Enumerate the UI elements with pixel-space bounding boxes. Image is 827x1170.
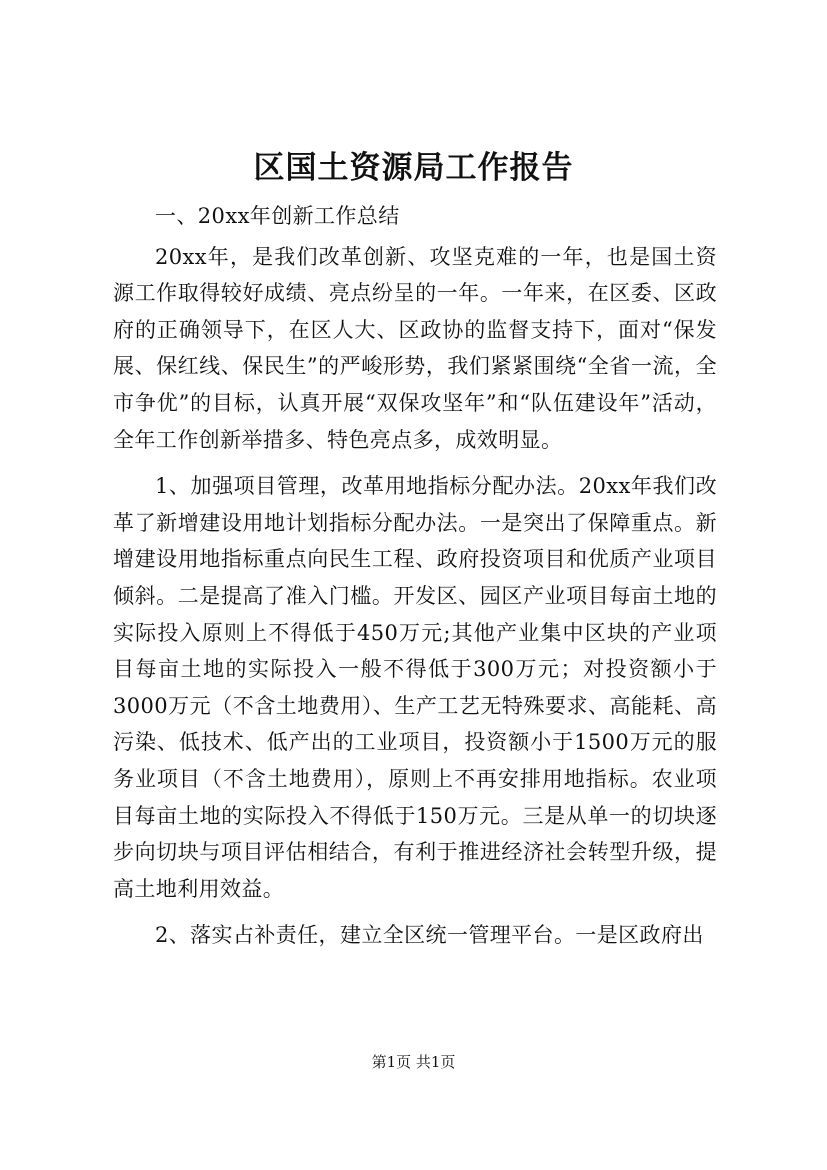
page-title: 区国土资源局工作报告 — [253, 150, 574, 186]
paragraph-item-1: 1、加强项目管理，改革用地指标分配办法。20xx年我们改革了新增建设用地计划指标分配办法。一是突出了保障重点。新增建设用地指标重点向民生工程、政府投资项目和优质产业项目倾斜。二是提高了准入门槛。开发区、园区产业项目每亩土地的实际投入原则上不得低于450万元;其他产业集中区块的产业项目每亩土地的实际投入一般不得低于300万元；对投资额小于3000万元（不含土地费用）、生产工艺无特殊要求、高能耗、高污染、低技术、低产出的工业项目，投资额小于1500万元的服务业项目（不含土地费用），原则上不再安排用地指标。农业项目每亩土地的实际投入不得低于150万元。三是从单一的切块逐步向切块与项目评估相结合，有利于推进经济社会转型升级，提高土地利用效益。 — [113, 474, 717, 901]
paragraph-item-2: 2、落实占补责任，建立全区统一管理平台。一是区政府出 — [155, 923, 704, 948]
document-body — [113, 198, 717, 964]
paragraph-summary: 20xx年，是我们改革创新、攻坚克难的一年，也是国土资源工作取得较好成绩、亮点纷呈的一年。一年来，在区委、区政府的正确领导下，在区人大、区政协的监督支持下，面对“保发展、保红线、保民生”的严峻形势，我们紧紧围绕“全省一流，全市争优”的目标，认真开展“双保攻坚年”和“队伍建设年”活动，全年工作创新举措多、特色亮点多，成效明显。 — [113, 244, 717, 452]
section-heading: 一、20xx年创新工作总结 — [155, 204, 400, 228]
page-number-footer: 第1页 共1页 — [371, 1053, 456, 1071]
